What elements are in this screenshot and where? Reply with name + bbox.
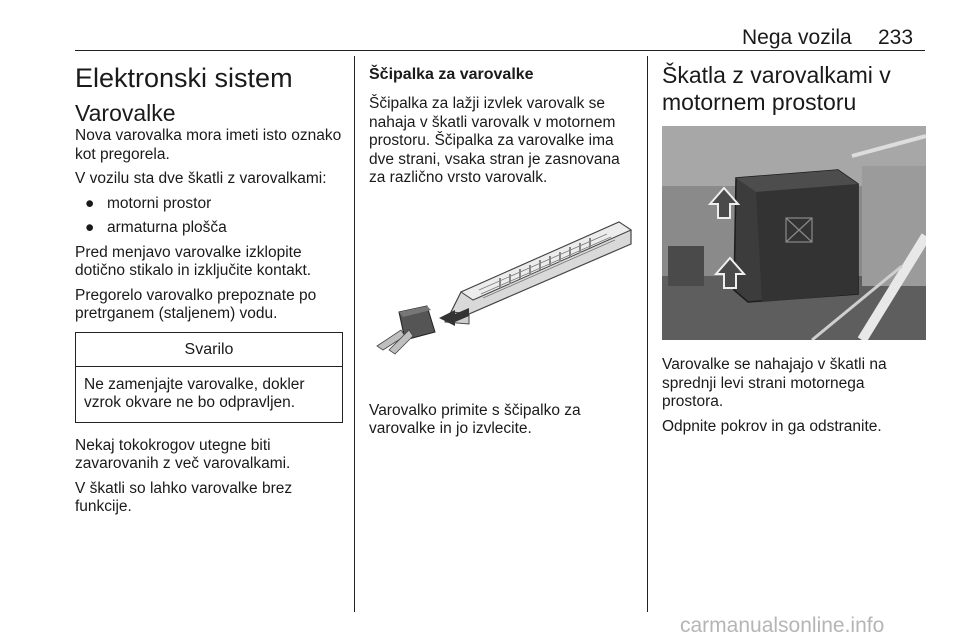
warning-text: Ne zamenjajte varovalke, dokler vzrok okvare ne bo odpravljen.: [84, 375, 305, 411]
column-3: [662, 62, 926, 442]
paragraph: Nekaj tokokrogov utegne biti zavarovanih z več varovalkami.: [75, 436, 291, 472]
column-2: [369, 62, 635, 445]
fuse-box-list: [75, 195, 343, 238]
fuse-puller-illustration: [369, 212, 635, 362]
column-divider-2: [647, 56, 648, 612]
section-title: Škatla z varovalkami v motornem prostoru: [662, 62, 891, 115]
paragraph: Pregorelo varovalko prepoznate po pretrganem (staljenem) vodu.: [75, 286, 317, 322]
figure-caption: Varovalko primite s ščipalko za varovalke in jo izvlecite.: [369, 401, 581, 437]
page-number: 233: [878, 26, 914, 49]
paragraph: Pred menjavo varovalke izklopite dotično stikalo in izključite kontakt.: [75, 243, 312, 279]
engine-fuse-box-photo: [662, 126, 926, 340]
section-title: Varovalke: [75, 100, 176, 126]
list-item: ● armaturna plošča: [85, 219, 227, 236]
paragraph: Ščipalka za lažji izvlek varovalk se nahaja v škatli varovalk v motornem prostoru. Ščipalka za varovalke ima dve strani, vsaka stran je zasnovana za različno vrsto varovalk.: [369, 95, 620, 186]
running-header-title: Nega vozila: [742, 26, 852, 49]
paragraph: V vozilu sta dve škatli z varovalkami:: [75, 170, 327, 187]
warning-title: Svarilo: [76, 333, 342, 367]
header-rule: [75, 50, 925, 51]
paragraph: Varovalke se nahajajo v škatli na sprednji levi strani motornega prostora.: [662, 356, 887, 410]
list-item: ● motorni prostor: [85, 194, 212, 212]
bullet-icon: ●: [85, 194, 95, 212]
chapter-title: Elektronski sistem: [75, 63, 293, 93]
paragraph: Odpnite pokrov in ga odstranite.: [662, 417, 882, 435]
paragraph: V škatli so lahko varovalke brez funkcije.: [75, 479, 293, 515]
warning-box: [75, 332, 343, 423]
section-title: Ščipalka za varovalke: [369, 66, 534, 83]
bullet-icon: ●: [85, 219, 95, 236]
paragraph: Nova varovalka mora imeti isto oznako kot pregorela.: [75, 127, 342, 163]
column-divider-1: [354, 56, 355, 612]
watermark: carmanualsonline.info: [680, 614, 885, 637]
column-1: [75, 62, 343, 523]
